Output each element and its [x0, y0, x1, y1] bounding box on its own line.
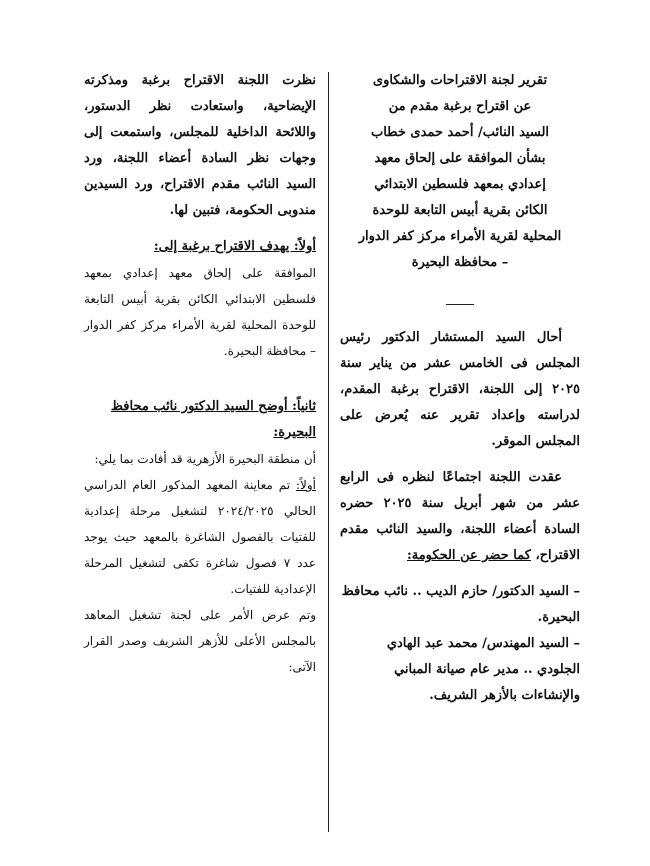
attendee-item: – السيد المهندس/ محمد عبد الهادي الجلودي .. مدير عام صيانة المباني والإنشاءات بالأزهر الشريف.: [386, 636, 580, 703]
report-title-line: – محافظة البحيرة: [411, 255, 509, 270]
report-title-line: المحلية لقرية الأمراء مركز كفر الدوار: [358, 229, 562, 244]
inspection-text: تم معاينة المعهد المذكور العام الدراسي الحالي ٢٠٢٤/٢٠٢٥ لتشغيل مرحلة إعدادية للفتيات بالفصول الشاغرة بالمعهد حيث يوجد عدد ٧ فصول شاغرة تكفى لتشغيل المرحلة الإعدادية للفتيات.: [84, 478, 317, 596]
meeting-paragraph: [340, 465, 580, 569]
committee-review-paragraph: نظرت اللجنة الاقتراح برغبة ومذكرته الإيضاحية، واستعادت نظر الدستور، واللائحة الداخلية للمجلس، واستمعت إلى وجهات نظر السادة أعضاء اللجنة، ورد السيد النائب مقدم الاقتراح، ورد السيدين مندوبى الحكومة، فتبين لها.: [84, 73, 316, 218]
heading-first-text: أولاً: يهدف الاقتراح برغبة إلى:: [153, 239, 316, 254]
first-point-label: أولاً:: [295, 478, 316, 492]
report-title-line: بشأن الموافقة على إلحاق معهد: [374, 151, 546, 166]
section-heading-first: [84, 234, 316, 260]
decision-paragraph: وتم عرض الأمر على لجنة تشغيل المعاهد بالمجلس الأعلى للأزهر الشريف وصدر القرار الآتى:: [84, 608, 316, 674]
section-heading-second: [84, 394, 316, 446]
left-column: [84, 68, 316, 680]
report-title-line: تقرير لجنة الاقتراحات والشكاوى: [372, 73, 548, 88]
column-divider: [328, 72, 329, 832]
section-separator: [446, 304, 474, 305]
meeting-text: عقدت اللجنة اجتماعًا لنظره فى الرابع عشر من شهر أبريل سنة ٢٠٢٥ حضره السادة أعضاء اللجنة، والسيد النائب مقدم الاقتراح،: [340, 470, 580, 563]
right-column: [340, 68, 580, 709]
inspection-paragraph: [84, 472, 316, 602]
heading-second-text: ثانياً: أوضح السيد الدكتور نائب محافظ البحيرة:: [110, 399, 316, 440]
government-attendance-label: كما حضر عن الحكومة:: [406, 548, 531, 563]
report-title-line: الكائن بقرية أبيس التابعة للوحدة: [372, 203, 548, 218]
attendee-item: – السيد الدكتور/ حازم الديب .. نائب محافظ البحيرة.: [341, 584, 580, 625]
referral-paragraph: أحال السيد المستشار الدكتور رئيس المجلس فى الخامس عشر من يناير سنة ٢٠٢٥ إلى اللجنة، الاقتراح برغبة المقدم، لدراسته وإعداد تقرير عنه يُعرض على المجلس الموقر.: [340, 330, 580, 449]
spacer: [84, 364, 316, 394]
azhar-region-paragraph: أن منطقة البحيرة الأزهرية قد أفادت بما يلي:: [94, 452, 316, 466]
report-title-line: إعدادي بمعهد فلسطين الابتدائي: [374, 177, 546, 192]
proposal-goal-paragraph: الموافقة على إلحاق معهد إعدادي بمعهد فلسطين الابتدائي الكائن بقرية أبيس التابعة للوحدة المحلية لقرية الأمراء مركز كفر الدوار – محافظة البحيرة.: [84, 266, 316, 358]
report-title-line: عن اقتراح برغبة مقدم من: [388, 99, 532, 114]
report-title-line: السيد النائب/ أحمد حمدى خطاب: [370, 125, 550, 140]
